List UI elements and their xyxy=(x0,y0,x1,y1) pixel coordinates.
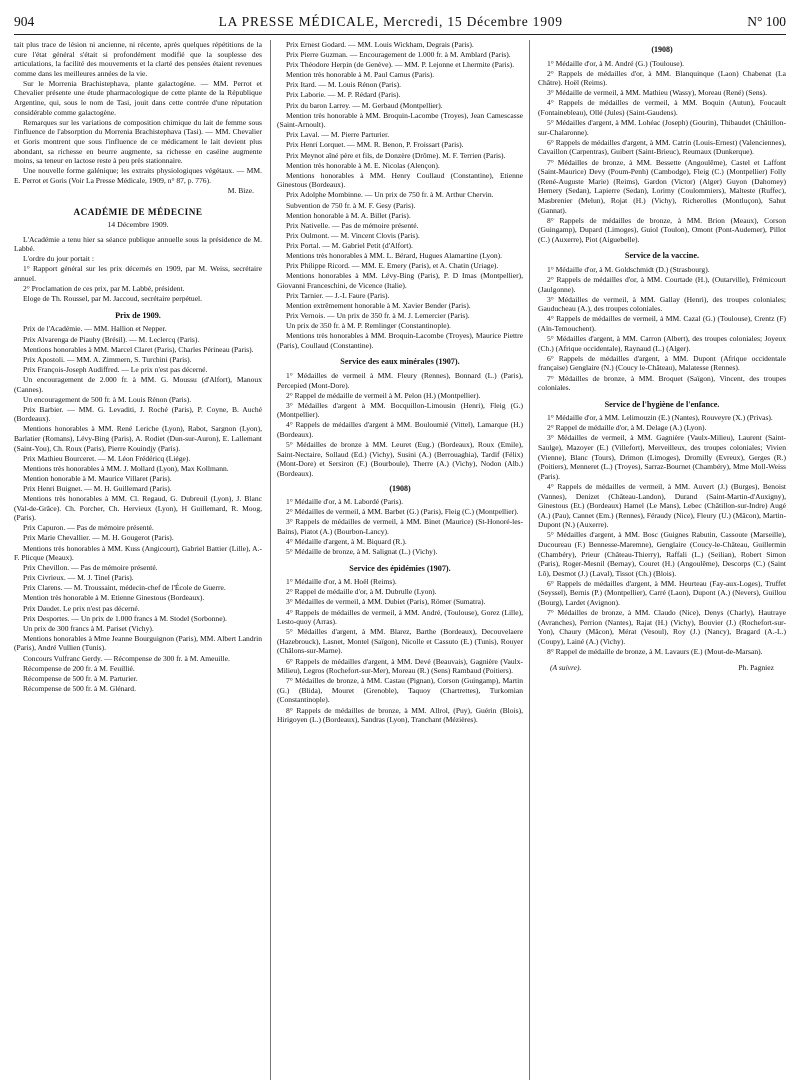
list-item: 3° Médailles d'argent à MM. Bocquillon-Limousin (Henri), Fleig (G.) (Montpellier). xyxy=(276,400,523,420)
list-item: Prix Civrieux. — M. J. Tinel (Paris). xyxy=(23,573,134,583)
list-item: Prix François-Joseph Audiffred. — Le prix n'est pas décerné. xyxy=(23,364,208,374)
list-item: Prix Nativelle. — Pas de mémoire présenté. xyxy=(285,220,419,230)
list-item: Un encouragement de 2.000 fr. à MM. G. Moussu (d'Alfort), Manoux (Cannes). xyxy=(14,374,262,394)
eaux-1908-list xyxy=(277,497,523,557)
ordre-item-2: 2° Proclamation de ces prix, par M. Labbé, président. xyxy=(23,284,185,294)
list-item: 1° Médaille d'or, à M. Hoël (Reims). xyxy=(285,577,397,587)
list-item: 5° Médailles d'argent, à MM. Blarez, Barthe (Bordeaux), Decouvelaere (Hazebrouck), Lasnet, Montel (Saïgon), Nicolle et Cassuto (E.) (Tunis), Rouyer (Châlons-sur-Marne). xyxy=(276,627,523,656)
list-item: Prix Barbier. — MM. G. Levaditi, J. Roché (Paris), P. Coyne, B. Auché (Bordeaux). xyxy=(14,404,262,424)
list-item: Récompense de 500 fr. à M. Parturier. xyxy=(23,673,138,683)
signature-bize: M. Bize. xyxy=(227,185,254,195)
list-item: Mentions très honorables à MM. Cl. Regaud, G. Dubreuil (Lyon), J. Blanc (Val-de-Grâce). Ch. Porcher, Ch. Hervieux (Lyon), H Guillemard, R. Moog, (Paris). xyxy=(14,494,262,523)
ordre-item-1: 1° Rapport général sur les prix décernés en 1909, par M. Weiss, secrétaire annuel. xyxy=(14,264,262,284)
list-item: Prix Vernois. — Un prix de 350 fr. à M. J. Lemercier (Paris). xyxy=(285,311,470,321)
list-item: Récompense de 200 fr. à M. Feuillié. xyxy=(23,663,135,673)
col2-prize-list xyxy=(277,40,523,350)
list-item: Mention très honorable à M. Paul Camus (Paris). xyxy=(285,70,435,80)
list-item: 1° Médailles de vermeil à MM. Fleury (Rennes), Bonnard (L.) (Paris), Percepied (Mont-Dore). xyxy=(276,371,523,390)
list-item: 6° Rappels de médailles d'argent, à MM. Devé (Beauvais), Gagnière (Vaulx-Milieu), Legros (Rochefort-sur-Mer), Moreau (R.) (Sens) Rambaud (Poitiers). xyxy=(276,656,523,676)
list-item: 5° Médailles d'argent, à MM. Carron (Albert), des troupes coloniales; Joyeux (Ch.) (Afrique occidentale), Raynaud (L.) (Alger). xyxy=(538,334,786,353)
list-item: Mentions honorables à MM. René Leriche (Lyon), Rabot, Sargnon (Lyon), Barlatier (Romans), Lévy-Bing (Paris), A. Rodiet (Dun-sur-Auron), E. Lallemant (Saint-You), Ch. Roux (Paris), Pierre Kouindjy (Paris). xyxy=(14,424,262,453)
list-item: Prix du baron Larrey. — M. Gerbaud (Montpellier). xyxy=(285,100,443,110)
remarques-paragraph: Remarques sur les variations de composition chimique du lait de femme sous l'influence de l'absorption du Morrenia Brachistephava (Tasi). — MM. Chevalier et Goris montrent que sous l'influence de ce médicament le lait devient plus abondant, sa richesse en beurre augmente, sa richesse en caséine augmente moins, sa teneur en lactose reste à peu près stationnaire. xyxy=(14,117,262,166)
list-item: Prix Chevillon. — Pas de mémoire présenté. xyxy=(23,563,158,573)
list-item: 3° Médailles de vermeil, à MM. Dubiet (Paris), Römer (Sumatra). xyxy=(285,597,486,607)
signature-pagniez: Ph. Pagniez xyxy=(738,662,774,672)
list-item: 1° Médaille d'or, à MM. Lelimouzin (E.) (Nantes), Rouveyre (X.) (Privas). xyxy=(547,413,773,423)
list-item: Concours Vulfranc Gerdy. — Récompense de 300 fr. à M. Ameuille. xyxy=(23,653,230,663)
list-item: Prix Laval. — M. Pierre Parturier. xyxy=(285,130,390,140)
list-item: 1° Médaille d'or, à M. André (G.) (Toulouse). xyxy=(547,58,685,68)
list-item: Mentions très honorables à MM. L. Bérard, Hugues Alamartine (Lyon). xyxy=(285,250,503,260)
list-item: Mention très honorable à M. Etienne Ginestous (Bordeaux). xyxy=(23,593,205,603)
list-item: Prix Itard. — M. Louis Rénon (Paris). xyxy=(285,80,402,90)
list-item: 3° Médailles de vermeil, à MM. Gallay (Henri), des troupes coloniales; Gauducheau (A.), des troupes coloniales. xyxy=(538,294,786,314)
list-item: 2° Rappel de médaille de vermeil à M. Pelon (H.) (Montpellier). xyxy=(285,390,481,400)
list-item: 7° Médailles de bronze, à MM. Bessette (Angoulême), Castel et Laffont (Saint-Maurice) Devy (Poum-Penh) (Cambodge), Fleig (C.) (Montpellier) Folly (René-Auguste Marie) (Reims), Gardon (Victor) (Alger) Guyon (Dahomey) Hemery (Sedan), Lapierre (Sedan), Lorimy (Coulommiers), Malteste (Ruffec), Masbrenier (Melun), Rojat (H.) (Vichy), Richerolles (Montluçon), Sahut (Gannat). xyxy=(538,157,786,215)
eloge-paragraph: Eloge de Th. Roussel, par M. Jaccoud, secrétaire perpétuel. xyxy=(23,294,203,304)
list-item: Prix Pierre Guzman. — Encouragement de 1.000 fr. à M. Amblard (Paris). xyxy=(285,50,511,60)
list-item: Prix Henri Buignet. — M. H. Guillemard (Paris). xyxy=(23,483,172,493)
list-item: Mentions honorables à MM. Lévy-Bing (Paris), P. D Imas (Montpellier), Giovanni Franceschini, de Vicence (Italie). xyxy=(276,271,523,290)
epid-1908-heading: (1908) xyxy=(651,45,673,54)
vaccine-list xyxy=(538,265,786,393)
list-item: 7° Médailles de bronze, à MM. Claudo (Nice), Denys (Charly), Hautraye (Avranches), Perrion (Nantes), Rajat (H.) (Vichy), Bouvier (J.) (Rochefort-sur-Yon), Chaury (Mâcon), Mérat (Vesoul), Roy (J.) (Nancy), Bragard (A.-L.) (Coupy), Lainé (A.) (Vichy). xyxy=(538,608,786,646)
eaux-1908-heading: (1908) xyxy=(389,483,411,493)
list-item: Prix Théodore Herpin (de Genève). — MM. P. Lejonne et Lhermite (Paris). xyxy=(285,60,515,70)
list-item: Mentions très honorables à MM. Broquin-Lacombe (Troyes), Maurice Piettre (Paris), Coullaud (Constantine). xyxy=(276,331,523,350)
list-item: Un encouragement de 500 fr. à M. Louis Rénon (Paris). xyxy=(23,394,192,404)
journal-title: LA PRESSE MÉDICALE, Mercredi, 15 Décembre 1909 xyxy=(218,14,563,29)
article-footer xyxy=(538,663,786,673)
list-item: 7° Médailles de bronze, à MM. Broquet (Saïgon), Vincent, des troupes coloniales. xyxy=(538,373,786,393)
column-3 xyxy=(538,40,786,1080)
column-1 xyxy=(14,40,262,1080)
list-item: Prix de l'Académie. — MM. Hallion et Nepper. xyxy=(23,324,167,334)
list-item: 6° Rappels de médailles d'argent, à MM. Dupont (Afrique occidentale française) Genglaire (N.) (Coucy le-Château), Malatesse (Rennes). xyxy=(538,353,786,373)
list-item: Prix Desportes. — Un prix de 1.000 francs à M. Stodel (Sorbonne). xyxy=(23,613,227,623)
list-item: 4° Médaille d'argent, à M. Biquard (R.). xyxy=(285,537,407,546)
column-2 xyxy=(270,40,530,1080)
morrenia-paragraph: Sur le Morrenia Brachistephava, plante galactogène. — MM. Perrot et Chevalier présente une étude pharmacologique de cette plante de la République Argentine, qui, sous le nom de Tasi, jouit dans cette contrée d'une réputation considérable comme galactogène. xyxy=(14,78,262,117)
list-item: 7° Médailles de bronze, à MM. Castau (Pignan), Corson (Guingamp), Martin (G.) (Blida), Mouret (Grenoble), Taquoy (Chartrettes), Turkomian (Constantinople). xyxy=(276,676,523,705)
academie-heading: ACADÉMIE DE MÉDECINE xyxy=(73,206,203,217)
eaux-list xyxy=(277,371,523,479)
list-item: 2° Rappels de médailles d'or, à MM. Courtade (H.), (Outarville), Frémicourt (Jaulgonne). xyxy=(538,275,786,294)
list-item: Prix Henri Lorquet. — MM. R. Benon, P. Froissart (Paris). xyxy=(285,140,464,150)
list-item: Prix Clarens. — M. Troussaint, médecin-chef de l'École de Guerre. xyxy=(23,583,226,593)
list-item: Prix Meynot aîné père et fils, de Donzère (Drôme). M. F. Terrien (Paris). xyxy=(285,150,506,160)
list-item: Prix Capuron. — Pas de mémoire présenté. xyxy=(23,523,154,533)
list-item: 5° Médailles de bronze à MM. Leuret (Eug.) (Bordeaux), Roux (Emile), Saint-Nectaire, Sollaud (Ed.) (Vichy), Susini (A.) (Berrouaghia), Tardif (Félix) (Mont-Dore) et Sersiron (F.) (Bourboule), Therre (A.) (Vichy), Nodon (Alb.) (Bordeaux). xyxy=(276,440,523,478)
list-item: Prix Alvarenga de Piauhy (Brésil). — M. Leclercq (Paris). xyxy=(23,334,200,344)
epidemies-list xyxy=(277,577,523,724)
list-item: Subvention de 750 fr. à M. F. Gesy (Paris). xyxy=(285,200,416,210)
col1-prize-list xyxy=(14,324,262,693)
page-header xyxy=(14,14,786,35)
academie-date: 14 Décembre 1909. xyxy=(107,220,169,230)
epidemies-heading: Service des épidémies (1907). xyxy=(349,563,451,573)
list-item: 5° Médailles d'argent, à MM. Lohéac (Joseph) (Gourin), Thibaudet (Châtillon-sur-Chalaronne). xyxy=(538,118,786,137)
list-item: Prix Marie Chevallier. — M. H. Gougerot (Paris). xyxy=(23,533,174,543)
list-item: Mentions très honorables à MM. Kuss (Angicourt), Gabriel Battier (Lille), A.-F. Plicque (Meaux). xyxy=(14,543,262,563)
list-item: Mentions honorables à MM. Marcel Claret (Paris), Charles Périneau (Paris). xyxy=(23,344,254,354)
list-item: 2° Rappels de médailles d'or, à MM. Blanquinque (Laon) Chabenat (La Châtre). Hoël (Reims). xyxy=(538,68,786,88)
list-item: Mention extrêmement honorable à M. Xavier Bender (Paris). xyxy=(285,300,471,310)
list-item: 5° Médaille de bronze, à M. Salignat (L.) (Vichy). xyxy=(285,547,438,557)
forme-paragraph: Une nouvelle forme galénique; les extraits physiologiques végétaux. — MM. E. Perrot et Goris (Voir La Presse Médicale, 1909, n° 87, p. 776). xyxy=(14,166,262,185)
list-item: 5° Médailles d'argent, à MM. Bosc (Guignes Rabutin, Cassoute (Marseille), Ducoureau (F.) Bennesse-Maremne), Genglaire (Coucy-le-Château, Guillermin (Chambéry), Prieur (Château-Thierry), Raffali (L.) (Seilian), Robert Simon (Paris), Roger-Mesnil (Bernay), Couret (H.) (Angoulême), Descorps (C.) (Saint Lô), Desmot (J.) (Laval), Tissot (Ch.) (Blois). xyxy=(538,530,786,578)
page-number: 904 xyxy=(14,14,35,29)
list-item: 8° Rappels de médailles de bronze, à MM. Brion (Meaux), Corson (Guingamp), Dupard (Limoges), Guiol (Toulon), Omont (Pont-Audemer), Pillot (C.) (Auxerre), Piot (Aiguebelle). xyxy=(538,215,786,244)
list-item: 6° Rappels de médailles d'argent, à MM. Catrin (Louis-Ernest) (Valenciennes), Cavaillon (Carpentras), Guibert (Saint-Brieuc), Reumaux (Dunkerque). xyxy=(538,137,786,157)
list-item: Prix Adolphe Mombinne. — Un prix de 750 fr. à M. Arthur Chervin. xyxy=(285,190,494,200)
list-item: 1° Médaille d'or, à M. Goldschmidt (D.) (Strasbourg). xyxy=(547,264,710,274)
hygiene-heading: Service de l'hygiène de l'enfance. xyxy=(604,399,720,409)
list-item: Mentions très honorables à MM. J. Mollard (Lyon), Max Kollmann. xyxy=(23,463,229,473)
list-item: Mention honorable à M. A. Billet (Paris). xyxy=(285,210,411,220)
list-item: 3° Médaille de vermeil, à MM. Mathieu (Wassy), Moreau (René) (Sens). xyxy=(547,88,767,98)
list-item: 8° Rappels de médailles de bronze, à MM. Allrol, (Puy), Guérin (Blois), Hirigoyen (L.) (Bordeaux), Sandras (Lyon), Tranchant (Mézières). xyxy=(276,705,523,725)
list-item: 2° Rappel de médaille d'or, à M. Dubrulle (Lyon). xyxy=(285,587,437,597)
list-item: Un prix de 300 francs à M. Pariset (Vichy). xyxy=(23,623,154,633)
epid-1908-list xyxy=(538,59,786,245)
list-item: Prix Apostoli. — MM. A. Zimmern, S. Turchini (Paris). xyxy=(23,354,192,364)
list-item: Mentions honorables à MM. Henry Coullaud (Constantine), Etienne Ginestous (Bordeaux). xyxy=(276,170,523,190)
list-item: 8° Rappel de médaille de bronze, à M. Lavaurs (E.) (Mout-de-Marsan). xyxy=(547,647,763,657)
list-item: 4° Rappels de médailles de vermeil, à MM. Boquin (Autun), Foucault (Fontainebleau), Ollé (Jules) (Saint-Gaudens). xyxy=(538,98,786,118)
list-item: Un prix de 350 fr. à M. P. Remlinger (Constantinople). xyxy=(285,321,451,331)
list-item: Prix Portal. — M. Gabriel Petit (d'Alfort). xyxy=(285,240,413,250)
list-item: Récompense de 500 fr. à M. Glénard. xyxy=(23,683,136,693)
vaccine-heading: Service de la vaccine. xyxy=(624,251,700,261)
list-item: 4° Rappels de médailles d'argent à MM. Bouloumié (Vittel), Lamarque (H.) (Bordeaux). xyxy=(276,420,523,440)
a-suivre: (A suivre). xyxy=(550,662,582,672)
list-item: 3° Rappels de médailles de vermeil, à MM. Binet (Maurice) (St-Honoré-les-Bains), Piatot (A.) (Bourbon-Lancy). xyxy=(276,517,523,536)
ordre-paragraph: L'ordre du jour portait : xyxy=(23,254,94,264)
list-item: Mention honorable à M. Maurice Villaret (Paris). xyxy=(23,473,172,483)
list-item: 2° Médailles de vermeil, à MM. Barbet (G.) (Paris), Fleig (C.) (Montpellier). xyxy=(285,507,519,517)
prix-1909-heading: Prix de 1909. xyxy=(115,310,161,320)
list-item: Prix Laborie. — M. P. Rédard (Paris). xyxy=(285,90,401,100)
list-item: Mentions honorables à Mme Jeanne Bourguignon (Paris), MM. Albert Landrin (Paris), André Vullien (Tunis). xyxy=(14,633,262,653)
list-item: Prix Daudet. Le prix n'est pas décerné. xyxy=(23,603,140,613)
list-item: Prix Philippe Ricord. — MM. E. Emery (Paris), et A. Chatin (Uriage). xyxy=(285,261,499,271)
list-item: 6° Rappels de médailles d'argent, à MM. Heurteau (Fay-aux-Loges), Truffet (Seyssel), Bernis (P.) (Montpellier), Carré (Laon), Dupont (A.) (Nevers), Guillou (Bourg), Lardet (Avignon). xyxy=(538,578,786,608)
seance-paragraph: L'Académie a tenu hier sa séance publique annuelle sous la présidence de M. Labbé. xyxy=(14,234,262,254)
intro-paragraph: tait plus trace de lésion ni ancienne, ni récente, après quelques répétitions de la cure l'état général s'était si profondément modifié que la souplesse des articulations, la facilité des mouvements et la clarté des pensées étaient revenues comme dans les meilleures années de la vie. xyxy=(14,40,262,78)
list-item: Mention très honorable à MM. Broquin-Lacombe (Troyes), Jean Camescasse (Saint-Arnoult). xyxy=(276,110,523,130)
hygiene-list xyxy=(538,413,786,656)
eaux-heading: Service des eaux minérales (1907). xyxy=(340,357,460,367)
list-item: 2° Rappel de médaille d'or, à M. Delage (A.) (Lyon). xyxy=(547,423,707,433)
list-item: Prix Tarnier. — J.-L Faure (Paris). xyxy=(285,290,390,300)
list-item: Prix Ernest Godard. — MM. Louis Wickham, Degrais (Paris). xyxy=(285,40,474,49)
issue-number: N° 100 xyxy=(747,14,786,29)
list-item: 4° Rappels de médailles de vermeil, à MM. André, (Toulouse), Gorez (Lille), Lesto-quoy (Arras). xyxy=(276,607,523,627)
list-item: 1° Médaille d'or, à M. Labordé (Paris). xyxy=(285,497,404,507)
list-item: Mention très honorable à M. E. Nicolas (Alençon). xyxy=(285,160,440,170)
list-item: 3° Médailles de vermeil, à MM. Gagnière (Vaulx-Milieu), Laurent (Saint-Saulge), Mazoyer (E.) (Villefort), Merveilleux, des troupes coloniales; Vivien (Vienne), Blanc (Tours), Drimon (Limoges), Dromilly (Evreux), Gerges (R.) (Poitiers), Menneret (L.) (Troyes), Sarraz-Bournet (Chambéry), Mme Moll-Weiss (Paris). xyxy=(538,433,786,481)
list-item: 4° Rappels de médailles de vermeil, à MM. Auvert (J.) (Burges), Benoist (Vannes), Denizet (Château-Landon), Durand (Saint-Martin-d'Auxigny), Ginestous (Et.) (Bordeaux) Hamel (Le Mans), Lebec (Châtillon-sur-Indre) Augé (A.) (Pau), Cannet (Em.) (Rennes), Féraudy (Nice), Fleury (U.) (Mâcon), Martin-Dupont (N.) (Auxerre). xyxy=(538,481,786,530)
list-item: Prix Mathieu Bourceret. — M. Léon Frédéricq (Liége). xyxy=(23,453,191,463)
list-item: 4° Rappels de médailles de vermeil, à MM. Cazal (G.) (Toulouse), Crentz (F) (Aïn-Temouchent). xyxy=(538,314,786,334)
list-item: Prix Oulmont. — M. Vincent Clovis (Paris). xyxy=(285,230,420,240)
